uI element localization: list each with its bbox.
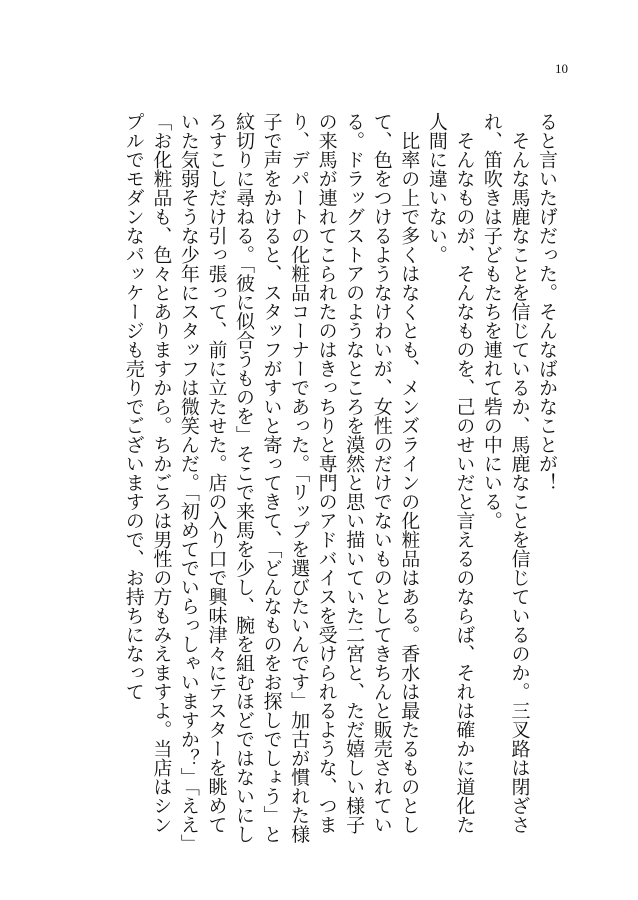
page-number: 10 — [555, 61, 568, 76]
paragraph-continuation: ると言いたげだった。そんなばかなことが！ — [536, 112, 558, 492]
paragraph-nonsense: そんな馬鹿なことを信じているか、馬鹿なことを信じているのか。三叉路は閉ざされ、笛吹きは子どもたちを連れて砦の中にいる。 — [480, 112, 531, 834]
paragraph-clown: そんなものが、そんなものを、己のせいだと言えるのならば、それは確かに道化た人間に違いない。 — [425, 112, 476, 834]
paragraph-cosmetics: 比率の上で多くはなくとも、メンズラインの化粧品はある。香水は最たるものとして、色をつけるようなけわいが、女性のだけでないものとしてきちんと販売されている。ドラッグストアのようなところを漠然と思い描いていた二宮と、ただ嬉しい様子の来馬が連れてこられたのはきっちりと専門のアドバイスを受けられるような、つまり、デパートの化粧品コーナーであった。「リップを選びたいんです」加古が慣れた様子で声をかけると、スタッフがすいと寄ってきて、「どんなものをお探しでしょう」と紋切りに尋ねる。「彼に似合うものを」そこで来馬を少し、腕を組むほどではないにしろすこしだけ引っ張って、前に立たせた。店の入り口で興味津々にテスターを眺めていた気弱そうな少年にスタッフは微笑んだ。「初めてでいらっしゃいますか？」「ええ」「お化粧品も、色々とありますから。ちかごろは男性の方もみえますよ。当店はシンプルでモダンなパッケージも売りでございますので、お持ちになって — [122, 112, 421, 844]
vertical-text-body — [119, 112, 560, 852]
